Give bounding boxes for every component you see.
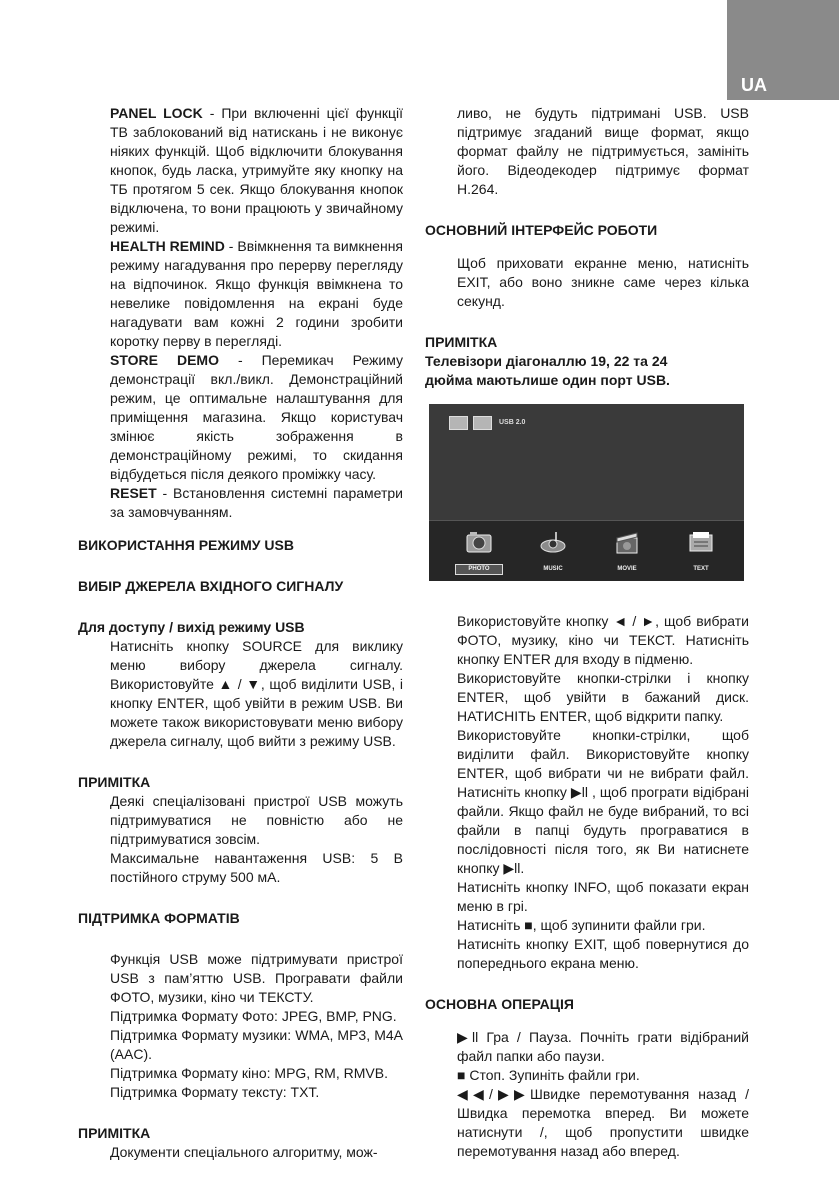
panel-lock-title: PANEL LOCK	[110, 105, 203, 121]
usb-version-label: USB 2.0	[499, 419, 526, 426]
clapperboard-icon	[612, 529, 642, 555]
disc-icon	[538, 529, 568, 555]
music-item[interactable]	[523, 529, 583, 574]
usb-menu-screenshot	[429, 404, 744, 580]
photo-label: PHOTO	[455, 564, 503, 575]
usage-text2: Використовуйте кнопки-стрілки і кнопку ENTER, щоб увійти в бажаний диск. НАТИСНІТЬ ENTER, щоб відкрити папку.	[457, 670, 749, 724]
usb-device-area	[429, 404, 744, 520]
basic-text3: ◀◀/▶▶Швидке перемотування назад / Швидка перемотка вперед. Ви можете натиснути /, щоб пропустити швидке перемотування назад або вперед.	[457, 1086, 749, 1159]
note1-text2: Максимальне навантаження USB: 5 В постійного струму 500 мА.	[110, 850, 403, 885]
note2-heading: ПРИМІТКА	[78, 1125, 151, 1141]
basic-text1: ▶ll Гра / Пауза. Почніть грати відібраний файл папки або паузи.	[457, 1029, 749, 1064]
health-remind-paragraph	[78, 237, 403, 351]
store-demo-title: STORE DEMO	[110, 352, 219, 368]
formats-text5: Підтримка Формату тексту: TXT.	[110, 1084, 320, 1100]
basic-text2: ■ Стоп. Зупиніть файли гри.	[457, 1067, 640, 1083]
note2-text: Документи спеціального алгоритму, мож-	[110, 1144, 378, 1160]
note3-line2: дюйма маютьлише один порт USB.	[425, 372, 670, 388]
store-demo-paragraph	[78, 351, 403, 484]
photo-item[interactable]	[449, 529, 509, 575]
interface-text: Щоб приховати екранне меню, натисніть EXIT, або воно зникне саме через кілька секунд.	[457, 255, 749, 309]
panel-lock-paragraph	[78, 104, 403, 237]
usage-text4: Натисніть кнопку INFO, щоб показати екран меню в грі.	[457, 879, 749, 914]
health-remind-title: HEALTH REMIND	[110, 238, 225, 254]
music-label: MUSIC	[543, 566, 563, 572]
usage-text3: Використовуйте кнопки-стрілки, щоб виділити файл. Використовуйте кнопку ENTER, щоб вибрати чи не вибрати файл. Натисніть кнопку ▶ll , щоб програти відібрані файли. Якщо файл не буде вибраний, то всі файли в папці будуть програватися в послідовності після того, як Ви натиснете кнопку ▶ll.	[457, 727, 749, 876]
note2-continued: ливо, не будуть підтримані USB. USB підтримує згаданий вище формат, якщо формат файлу не підтримується, замініть його. Відеодекодер підтримує формат H.264.	[457, 105, 749, 197]
text-item[interactable]	[671, 529, 731, 574]
panel-lock-text: - При включенні цієї функції ТВ заблокований від натискань і не виконує ніяких функцій. Щоб відключити блокування кнопок, будь ласка, утримуйте яку кнопку на ТБ протягом 5 сек. Якщо блокування кнопок відключена, то вони працюють у звичайному режимі.	[110, 105, 403, 235]
access-text: Натисніть кнопку SOURCE для виклику меню вибору джерела сигналу. Використовуйте ▲ / ▼, щоб виділити USB, і кнопку ENTER, щоб увійти в режим USB. Ви можете також використовувати меню вибору джерела сигналу, щоб вийти з режиму USB.	[110, 638, 403, 749]
movie-item[interactable]	[597, 529, 657, 574]
text-label: TEXT	[693, 566, 709, 572]
store-demo-text: - Перемикач Режиму демонстрації вкл./викл. Демонстраційний режим, це оптимальне налаштування для приміщення магазина. Якщо користувач змінює якість зображення в демонстраційному режимі, то скидання відбудеться після деякого проміжку часу.	[110, 352, 403, 482]
right-column	[425, 104, 749, 1161]
note1-heading: ПРИМІТКА	[78, 774, 151, 790]
health-remind-text: - Ввімкнення та вимкнення режиму нагадування про перерву перегляду на відпочинок. Якщо функція ввімкнена то невелике повідомлення на екрані буде нагадувати вам кожні 2 години зробити коротку перву в перегляді.	[110, 238, 404, 349]
interface-heading: ОСНОВНИЙ ІНТЕРФЕЙС РОБОТИ	[425, 222, 658, 238]
camera-icon	[464, 529, 494, 555]
language-tab	[727, 0, 839, 100]
usage-text6: Натисніть кнопку EXIT, щоб повернутися до попереднього екрана меню.	[457, 936, 749, 971]
document-icon	[686, 529, 716, 555]
formats-heading: ПІДТРИМКА ФОРМАТІВ	[78, 910, 240, 926]
formats-text3: Підтримка Формату музики: WMA, MP3, M4A (AAC).	[110, 1027, 403, 1062]
reset-text: - Встановлення системні параметри за замовчуванням.	[110, 485, 403, 520]
usage-text1: Використовуйте кнопку ◄ / ►, щоб вибрати ФОТО, музику, кіно чи ТЕКСТ. Натисніть кнопку ENTER для входу в підменю.	[457, 613, 749, 667]
access-heading: Для доступу / вихід режиму USB	[78, 619, 305, 635]
note1-text1: Деякі спеціалізовані пристрої USB можуть підтримуватися не повністю або не підтримуватися зовсім.	[110, 793, 403, 847]
reset-title: RESET	[110, 485, 157, 501]
left-column	[78, 104, 403, 1162]
formats-text4: Підтримка Формату кіно: MPG, RM, RMVB.	[110, 1065, 388, 1081]
formats-text1: Функція USB може підтримувати пристрої USB з пам’яттю USB. Програвати файли ФОТО, музики, кіно чи ТЕКСТУ.	[110, 951, 403, 1005]
note3-heading: ПРИМІТКА	[425, 334, 498, 350]
usb-media-bar	[429, 520, 744, 581]
reset-paragraph	[78, 484, 403, 522]
usage-text5: Натисніть ■, щоб зупинити файли гри.	[457, 917, 706, 933]
movie-label: MOVIE	[617, 566, 637, 572]
input-source-heading: ВИБІР ДЖЕРЕЛА ВХІДНОГО СИГНАЛУ	[78, 578, 344, 594]
usb-mode-heading: ВИКОРИСТАННЯ РЕЖИМУ USB	[78, 537, 294, 553]
drive-icon	[449, 416, 468, 430]
note3-line1: Телевізори діагоналлю 19, 22 та 24	[425, 353, 668, 369]
basic-operation-heading: ОСНОВНА ОПЕРАЦІЯ	[425, 996, 574, 1012]
formats-text2: Підтримка Формату Фото: JPEG, BMP, PNG.	[110, 1008, 397, 1024]
drive-icon	[473, 416, 492, 430]
language-tab-label: UA	[741, 75, 767, 95]
